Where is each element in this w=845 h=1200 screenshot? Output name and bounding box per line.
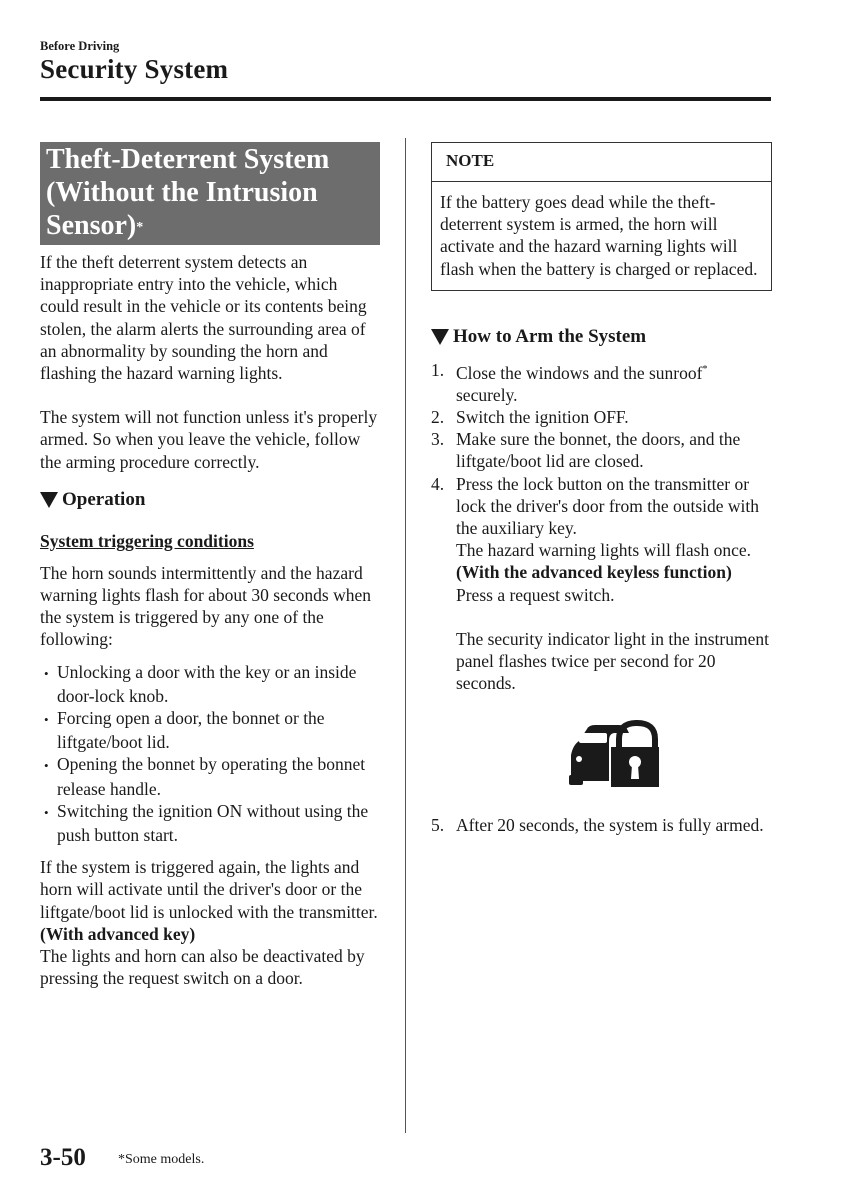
step-text: The hazard warning lights will flash once. — [456, 540, 751, 561]
trigger-conditions-heading: System triggering conditions — [40, 530, 254, 551]
heading-line-text: Sensor) — [46, 210, 137, 241]
left-column — [40, 142, 380, 989]
step-item — [431, 814, 772, 836]
page-number: 3-50 — [40, 1144, 86, 1171]
keyless-text: Press a request switch. — [456, 584, 615, 605]
section-heading — [40, 142, 380, 245]
car-padlock-icon — [567, 719, 661, 789]
step-number: 3. — [431, 429, 445, 450]
security-indicator — [456, 694, 772, 814]
triangle-marker-icon — [40, 492, 58, 508]
column-divider — [405, 138, 406, 1133]
operation-heading-text: Operation — [62, 488, 146, 510]
page-title: Security System — [40, 54, 229, 84]
right-column — [431, 142, 772, 837]
step-item — [431, 359, 772, 406]
indicator-text: The security indicator light in the instrument panel flashes twice per second for 20 seconds. — [456, 628, 769, 694]
step-item — [431, 473, 772, 815]
list-item — [40, 800, 380, 846]
list-item-text: Switching the ignition ON without using the push button start. — [57, 800, 369, 846]
list-item-text: Unlocking a door with the key or an inside door-lock knob. — [57, 661, 357, 706]
step-text: Close the windows and the sunroof — [456, 362, 703, 383]
bullet-icon: • — [44, 758, 49, 774]
step-text: Press the lock button on the transmitter or lock the driver's door from the outside with the auxiliary key. — [456, 473, 760, 539]
list-item — [40, 707, 380, 753]
advanced-key-label: (With advanced key) — [40, 923, 196, 944]
bullet-icon: • — [44, 665, 49, 681]
arm-heading — [431, 326, 772, 348]
footnote: *Some models. — [118, 1152, 205, 1167]
trigger-intro: The horn sounds intermittently and the hazard warning lights flash for about 30 seconds when the system is triggered by any one of the following: — [40, 562, 371, 650]
bullet-icon: • — [44, 712, 49, 728]
step-text: Switch the ignition OFF. — [456, 407, 629, 428]
note-title: NOTE — [432, 143, 771, 182]
step-text: After 20 seconds, the system is fully armed. — [456, 815, 764, 836]
title-rule — [40, 97, 771, 101]
step-number: 5. — [431, 815, 445, 836]
trigger-list — [40, 661, 380, 847]
note-box — [431, 142, 772, 291]
triangle-marker-icon — [431, 329, 449, 345]
step-number: 1. — [431, 359, 445, 380]
operation-heading — [40, 489, 380, 511]
step-text: securely. — [456, 384, 518, 405]
step-number: 4. — [431, 473, 445, 494]
advanced-key-text: The lights and horn can also be deactivated by pressing the request switch on a door. — [40, 946, 365, 989]
arming-paragraph: The system will not function unless it's properly armed. So when you leave the vehicle, follow the arming procedure correctly. — [40, 407, 378, 472]
keyless-label: (With the advanced keyless function) — [456, 562, 732, 583]
step-item — [431, 428, 772, 472]
footnote-mark: * — [136, 220, 144, 235]
note-text: If the battery goes dead while the theft-deterrent system is armed, the horn will activate and the hazard warning lights will flash when the battery is charged or replaced. — [440, 192, 758, 279]
heading-line: Theft-Deterrent System — [46, 144, 330, 175]
arm-heading-text: How to Arm the System — [453, 325, 647, 347]
list-item — [40, 661, 380, 707]
retrigger-paragraph: If the system is triggered again, the lights and horn will activate until the driver's door or the liftgate/boot lid is unlocked with the transmitter. — [40, 857, 378, 922]
step-number: 2. — [431, 407, 445, 428]
arming-steps — [431, 359, 772, 837]
list-item — [40, 753, 380, 799]
list-item-text: Forcing open a door, the bonnet or the liftgate/boot lid. — [57, 708, 325, 753]
footnote-mark: * — [702, 363, 708, 375]
list-item-text: Opening the bonnet by operating the bonnet release handle. — [57, 754, 366, 799]
bullet-icon: • — [44, 804, 49, 820]
intro-paragraph: If the theft deterrent system detects an inappropriate entry into the vehicle, which could result in the vehicle or its contents being stolen, the alarm alerts the surrounding area of an abnormality by sounding the horn and flashing the hazard warning lights. — [40, 252, 367, 384]
step-text: Make sure the bonnet, the doors, and the liftgate/boot lid are closed. — [456, 429, 741, 472]
heading-line — [46, 209, 374, 242]
step-item — [431, 406, 772, 428]
heading-line: (Without the Intrusion — [46, 177, 318, 208]
section-label: Before Driving — [40, 39, 120, 53]
